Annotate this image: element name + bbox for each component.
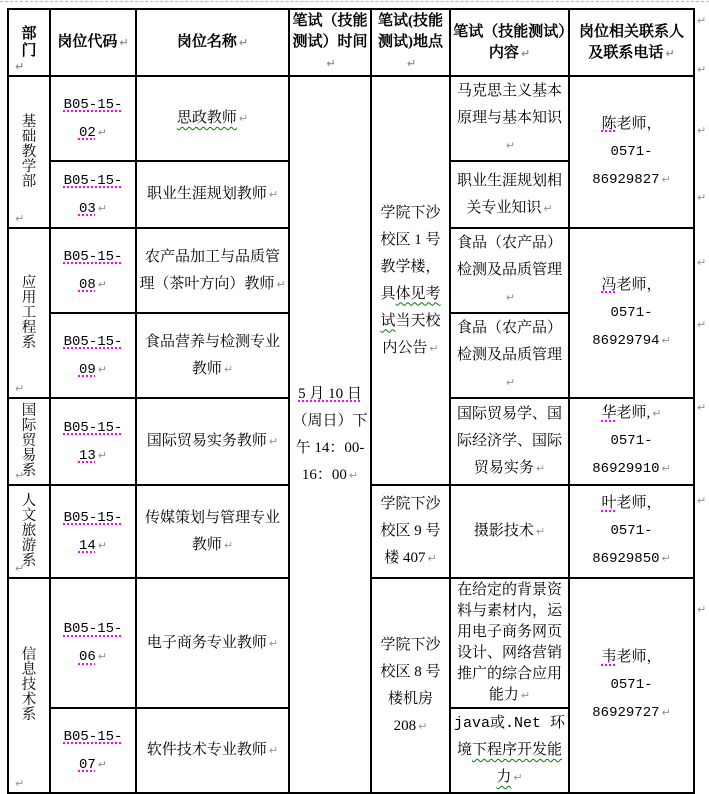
- col-header-code: 岗位代码 ↵: [50, 9, 136, 76]
- contact-phone: 0571-86929794 ↵: [592, 304, 671, 349]
- contact-cell-ye: [569, 485, 694, 578]
- contact-name: 华老师, ↵: [601, 405, 662, 421]
- cell-end-mark-icon: ↵: [15, 60, 25, 73]
- cell-end-mark-icon: ↵: [543, 201, 553, 215]
- cell-end-mark-icon: ↵: [15, 777, 25, 790]
- cell-end-mark-icon: ↵: [238, 36, 249, 49]
- row-end-mark-icon: ↵: [697, 124, 707, 137]
- cell-end-mark-icon: ↵: [429, 341, 439, 355]
- cell-end-mark-icon: ↵: [661, 706, 671, 719]
- cell-end-mark-icon: ↵: [15, 562, 25, 575]
- location-cell-bldg9: 学院下沙校区 9 号楼 407 ↵: [371, 485, 450, 578]
- col-header-location: 笔试(技能测试)地点↵: [371, 9, 450, 76]
- row-end-mark-icon: ↵: [697, 191, 707, 204]
- location-cell-bldg8: 学院下沙校区 8 号楼机房 208 ↵: [371, 578, 450, 793]
- contact-cell-wei: [569, 578, 694, 793]
- cell-end-mark-icon: ↵: [661, 333, 671, 347]
- row-end-mark-icon: ↵: [697, 494, 707, 507]
- cell-end-mark-icon: ↵: [665, 46, 675, 60]
- row-end-mark-icon: ↵: [697, 603, 707, 616]
- content-cell: 摄影技术 ↵: [450, 485, 569, 578]
- cell-end-mark-icon: ↵: [97, 125, 108, 139]
- time-cell: 5 月 10 日（周日）下午 14：00-16：00 ↵: [289, 76, 371, 793]
- cell-end-mark-icon: ↵: [520, 689, 531, 702]
- contact-phone: 0571-86929727 ↵: [592, 677, 671, 721]
- code-cell: B05-15-09 ↵: [50, 313, 136, 398]
- content-cell: java或.Net 环境下程序开发能力 ↵: [450, 708, 569, 793]
- content-cell: 职业生涯规划相关专业知识 ↵: [450, 161, 569, 228]
- contact-cell-chen: [569, 76, 694, 228]
- page-text-boundary: [0, 1, 709, 2]
- col-header-name: 岗位名称 ↵: [136, 9, 289, 76]
- cell-end-mark-icon: ↵: [97, 201, 108, 215]
- cell-end-mark-icon: ↵: [505, 376, 516, 389]
- row-end-mark-icon: ↵: [697, 63, 707, 76]
- col-header-dept: [8, 9, 50, 76]
- content-cell: 食品（农产品）检测及品质管理↵: [450, 228, 569, 313]
- recruitment-table: [7, 8, 695, 794]
- row-end-mark-icon: ↵: [697, 318, 707, 331]
- cell-end-mark-icon: ↵: [119, 36, 129, 49]
- dept-cell-jichu: [8, 76, 50, 228]
- name-cell: 电子商务专业教师 ↵: [136, 578, 289, 708]
- col-header-time: 笔试（技能测试）时间↵: [289, 9, 371, 76]
- cell-end-mark-icon: ↵: [505, 291, 516, 304]
- cell-end-mark-icon: ↵: [97, 650, 108, 663]
- line-break-mark-icon: ↵: [652, 407, 662, 420]
- cell-end-mark-icon: ↵: [238, 112, 249, 125]
- cell-end-mark-icon: ↵: [268, 744, 279, 757]
- contact-name: 叶老师，: [601, 495, 662, 511]
- content-cell: 在给定的背景资料与素材内，运用电子商务网页设计、网络营销推广的综合应用能力 ↵: [450, 578, 569, 708]
- cell-end-mark-icon: ↵: [97, 448, 108, 462]
- cell-end-mark-icon: ↵: [268, 188, 279, 201]
- contact-name: 冯老师，: [601, 276, 662, 293]
- dept-cell-guomao: [8, 398, 50, 485]
- table-row: [8, 76, 694, 161]
- name-cell: 职业生涯规划教师 ↵: [136, 161, 289, 228]
- cell-end-mark-icon: ↵: [661, 462, 671, 475]
- cell-end-mark-icon: ↵: [326, 57, 336, 70]
- dept-cell-xinxi: [8, 578, 50, 793]
- col-header-content: 笔试（技能测试）内容 ↵: [450, 9, 569, 76]
- cell-end-mark-icon: ↵: [513, 771, 523, 784]
- cell-end-mark-icon: ↵: [427, 552, 437, 565]
- cell-end-mark-icon: ↵: [97, 362, 108, 376]
- cell-end-mark-icon: ↵: [97, 538, 108, 552]
- cell-end-mark-icon: ↵: [15, 212, 25, 225]
- code-cell: B05-15-08 ↵: [50, 228, 136, 313]
- table-header-row: [8, 9, 694, 76]
- cell-end-mark-icon: ↵: [661, 172, 671, 186]
- name-cell: 传媒策划与管理专业教师 ↵: [136, 485, 289, 578]
- cell-end-mark-icon: ↵: [661, 552, 671, 565]
- name-cell: 国际贸易实务教师 ↵: [136, 398, 289, 485]
- cell-end-mark-icon: ↵: [535, 525, 546, 538]
- content-cell: 食品（农产品）检测及品质管理↵: [450, 313, 569, 398]
- cell-end-mark-icon: ↵: [268, 435, 279, 448]
- code-cell: B05-15-14 ↵: [50, 485, 136, 578]
- dept-label: 国际贸易系: [21, 403, 37, 479]
- dept-label: 信息技术系: [21, 647, 37, 723]
- cell-end-mark-icon: ↵: [15, 382, 25, 395]
- contact-phone: 0571-86929910 ↵: [592, 433, 671, 477]
- cell-end-mark-icon: ↵: [348, 468, 359, 482]
- name-cell: 软件技术专业教师 ↵: [136, 708, 289, 793]
- code-cell: B05-15-13 ↵: [50, 398, 136, 485]
- name-cell: 思政教师 ↵: [136, 76, 289, 161]
- cell-end-mark-icon: ↵: [268, 636, 279, 650]
- contact-phone: 0571-86929850 ↵: [592, 523, 671, 567]
- cell-end-mark-icon: ↵: [520, 46, 531, 60]
- contact-name: 陈老师，: [601, 115, 662, 132]
- content-cell: 国际贸易学、国际经济学、国际贸易实务 ↵: [450, 398, 569, 485]
- dept-label: 人文旅游系: [21, 493, 37, 569]
- cell-end-mark-icon: ↵: [223, 362, 234, 376]
- cell-end-mark-icon: ↵: [406, 57, 417, 70]
- location-cell-bldg1: 学院下沙校区 1 号教学楼，具体见考试当天校内公告 ↵: [371, 76, 450, 485]
- row-end-mark-icon: ↵: [697, 256, 707, 269]
- code-cell: B05-15-03 ↵: [50, 161, 136, 228]
- contact-cell-hua: [569, 398, 694, 485]
- code-cell: B05-15-02 ↵: [50, 76, 136, 161]
- cell-end-mark-icon: ↵: [97, 757, 108, 771]
- name-cell: 食品营养与检测专业教师 ↵: [136, 313, 289, 398]
- cell-end-mark-icon: ↵: [97, 277, 108, 291]
- name-cell: 农产品加工与品质管理（茶叶方向）教师 ↵: [136, 228, 289, 313]
- cell-end-mark-icon: ↵: [15, 469, 25, 482]
- dept-label: 应用工程系: [21, 274, 37, 351]
- contact-cell-feng: [569, 228, 694, 398]
- contact-name: 韦老师，: [601, 649, 662, 665]
- code-cell: B05-15-07 ↵: [50, 708, 136, 793]
- row-end-mark-icon: ↵: [697, 401, 707, 414]
- contact-phone: 0571-86929827 ↵: [592, 143, 671, 188]
- code-cell: B05-15-06 ↵: [50, 578, 136, 708]
- dept-label: 基础教学部: [21, 113, 37, 190]
- cell-end-mark-icon: ↵: [418, 719, 428, 733]
- dept-cell-renwen: [8, 485, 50, 578]
- row-end-mark-icon: ↵: [697, 14, 707, 27]
- cell-end-mark-icon: ↵: [505, 139, 516, 152]
- cell-end-mark-icon: ↵: [276, 277, 286, 291]
- col-header-dept-label: 部门: [21, 25, 37, 59]
- dept-cell-yingyong: [8, 228, 50, 398]
- cell-end-mark-icon: ↵: [535, 462, 546, 475]
- col-header-contact: 岗位相关联系人及联系电话 ↵: [569, 9, 694, 76]
- content-cell: 马克思主义基本原理与基本知识↵: [450, 76, 569, 161]
- cell-end-mark-icon: ↵: [223, 538, 234, 552]
